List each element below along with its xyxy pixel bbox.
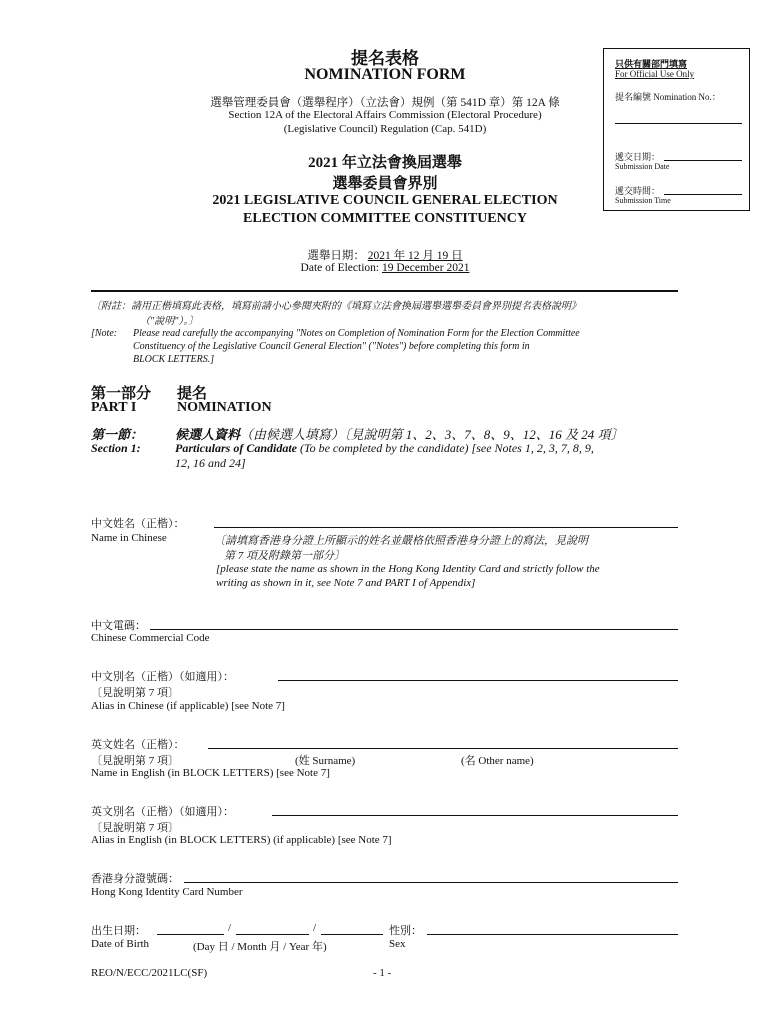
- chinese-name-field[interactable]: [214, 527, 678, 528]
- note-en-line-3: BLOCK LETTERS.]: [133, 354, 215, 365]
- chinese-name-hint-en-1: [please state the name as shown in the Hong Kong Identity Card and strictly follow the: [216, 563, 600, 575]
- election-date-label-zh: 選舉日期：: [307, 250, 365, 262]
- election-title-en-2: ELECTION COMMITTEE CONSTITUENCY: [243, 211, 527, 226]
- submission-time-label-en: Submission Time: [615, 196, 671, 205]
- dob-month-field[interactable]: [236, 934, 309, 935]
- section1-heading-en: [175, 441, 594, 456]
- english-name-label-en: Name in English (in BLOCK LETTERS) [see Note 7]: [91, 767, 330, 779]
- election-title-zh-2: 選舉委員會界別: [332, 176, 438, 192]
- english-name-field[interactable]: [208, 748, 678, 749]
- election-date-en: [150, 262, 620, 274]
- dob-slash-2: /: [313, 922, 317, 934]
- official-use-box: [603, 48, 750, 211]
- dob-slash-1: /: [228, 922, 232, 934]
- other-name-label: (名 Other name): [461, 755, 534, 767]
- election-date-zh: [150, 247, 620, 263]
- form-title-en: NOMINATION FORM: [304, 66, 466, 83]
- note-en-line-2: Constituency of the Legislative Council General Election" ("Notes") before completing this form in: [133, 341, 530, 352]
- header-divider: [91, 290, 678, 292]
- alias-chinese-note: 〔見說明第 7 項〕: [91, 687, 179, 699]
- sex-label-en: Sex: [389, 938, 406, 950]
- part1-title-en: NOMINATION: [177, 400, 272, 415]
- alias-chinese-label-zh: 中文別名（正楷）（如適用）：: [91, 671, 234, 683]
- part1-label-zh: 第一部分: [91, 386, 152, 402]
- form-title-zh: 提名表格: [351, 49, 419, 68]
- english-name-label-zh: 英文姓名（正楷）：: [91, 739, 185, 751]
- alias-chinese-label-en: Alias in Chinese (if applicable) [see Note 7]: [91, 700, 285, 712]
- surname-label: (姓 Surname): [295, 755, 356, 767]
- alias-english-note: 〔見說明第 7 項〕: [91, 822, 179, 834]
- section1-desc-zh: （由候選人填寫）〔見說明第 1、2、3、7、8、9、12、16 及 24 項〕: [240, 427, 624, 442]
- election-date-label-en: Date of Election:: [300, 262, 380, 274]
- hkid-label-en: Hong Kong Identity Card Number: [91, 886, 243, 898]
- section1-desc-en-1: (To be completed by the candidate) [see Notes 1, 2, 3, 7, 8, 9,: [300, 441, 594, 455]
- note-en-label: [Note:: [91, 328, 118, 339]
- submission-date-label-zh: 遞交日期：: [615, 152, 661, 162]
- note-zh-line-2: （"說明"）。〕: [140, 316, 199, 327]
- chinese-name-label-zh: 中文姓名（正楷）：: [91, 518, 185, 530]
- chinese-name-hint-zh-2: 第 7 項及附錄第一部分〕: [224, 550, 345, 562]
- section1-desc-en-2: 12, 16 and 24]: [175, 456, 246, 470]
- chinese-name-label-en: Name in Chinese: [91, 532, 167, 544]
- dob-day-field[interactable]: [157, 934, 224, 935]
- english-name-note: 〔見說明第 7 項〕: [91, 755, 179, 767]
- nomination-no-label: 提名編號 Nomination No.：: [615, 92, 721, 102]
- dob-label-zh: 出生日期：: [91, 925, 146, 937]
- note-en-line-1: Please read carefully the accompanying "Notes on Completion of Nomination Form for the Election Committee: [133, 328, 580, 339]
- submission-date-line[interactable]: [664, 160, 742, 161]
- ccc-field[interactable]: [150, 629, 678, 630]
- sex-field[interactable]: [427, 934, 678, 935]
- dob-label-en: Date of Birth: [91, 938, 150, 950]
- hkid-label-zh: 香港身分證號碼：: [91, 873, 179, 885]
- election-date-value-en: 19 December 2021: [381, 262, 470, 274]
- section-ref-en-2: (Legislative Council) Regulation (Cap. 541D): [283, 123, 487, 135]
- form-code: REO/N/ECC/2021LC(SF): [91, 967, 208, 979]
- dob-year-field[interactable]: [321, 934, 383, 935]
- submission-time-line[interactable]: [664, 194, 742, 195]
- note-zh-line-1: 〔附註：請用正楷填寫此表格，填寫前請小心參閱夾附的《填寫立法會換屆選舉選舉委員會界別提名表格說明》: [91, 301, 581, 312]
- alias-english-field[interactable]: [272, 815, 678, 816]
- alias-chinese-field[interactable]: [278, 680, 678, 681]
- chinese-name-hint-en-2: writing as shown in it, see Note 7 and PART I of Appendix]: [216, 577, 476, 589]
- dob-format-hint: (Day 日 / Month 月 / Year 年): [193, 941, 327, 953]
- section1-label-en: Section 1:: [91, 441, 141, 455]
- section1-title-zh: 候選人資料: [175, 427, 241, 442]
- part1-label-en: PART I: [91, 400, 137, 415]
- ccc-label-en: Chinese Commercial Code: [91, 632, 210, 644]
- official-use-title-zh: 只供有關部門填寫: [615, 59, 688, 69]
- page-number: - 1 -: [373, 967, 392, 979]
- submission-date-label-en: Submission Date: [615, 162, 670, 171]
- sex-label-zh: 性別：: [389, 925, 422, 937]
- section-ref-en-1: Section 12A of the Electoral Affairs Commission (Electoral Procedure): [228, 109, 542, 121]
- alias-english-label-zh: 英文別名（正楷）（如適用）：: [91, 806, 234, 818]
- alias-english-label-en: Alias in English (in BLOCK LETTERS) (if applicable) [see Note 7]: [91, 834, 392, 846]
- election-title-zh-1: 2021 年立法會換屆選舉: [308, 155, 462, 171]
- hkid-field[interactable]: [184, 882, 678, 883]
- election-title-en-1: 2021 LEGISLATIVE COUNCIL GENERAL ELECTION: [212, 193, 558, 208]
- submission-time-label-zh: 遞交時間：: [615, 186, 661, 196]
- ccc-label-zh: 中文電碼：: [91, 620, 146, 632]
- section1-label-zh: 第一節：: [91, 427, 144, 442]
- section1-title-en: Particulars of Candidate: [175, 441, 298, 455]
- chinese-name-hint-zh-1: 〔請填寫香港身分證上所顯示的姓名並嚴格依照香港身分證上的寫法，見說明: [214, 535, 588, 547]
- section-ref-zh: 選舉管理委員會（選舉程序）（立法會）規例（第 541D 章）第 12A 條: [210, 97, 560, 109]
- nomination-no-line[interactable]: [615, 123, 742, 124]
- part1-title-zh: 提名: [177, 386, 208, 402]
- official-use-title-en: For Official Use Only: [615, 69, 695, 79]
- election-date-value-zh: 2021 年 12 月 19 日: [367, 250, 463, 262]
